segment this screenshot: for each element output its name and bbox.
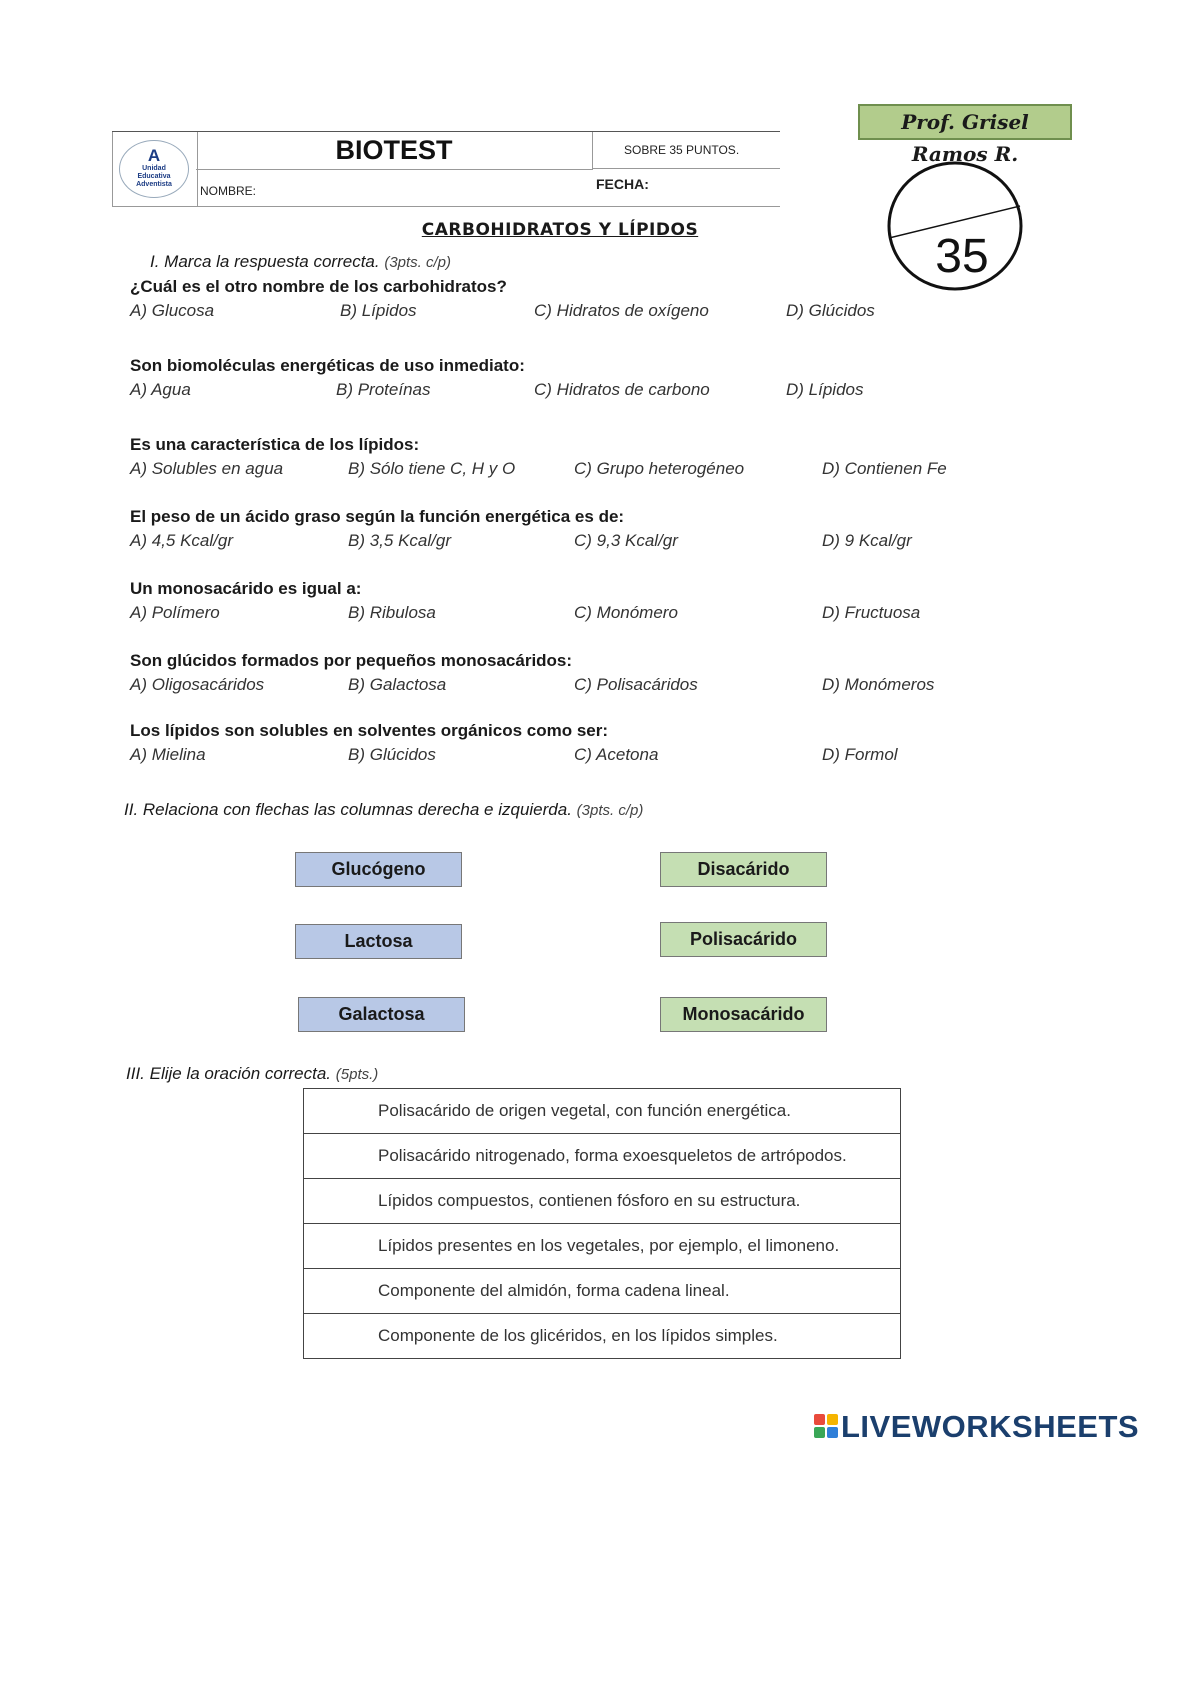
q7-option-c: C) Acetona <box>574 745 659 764</box>
table-blank-cell <box>304 1269 367 1314</box>
professor-tag: Prof. Grisel Ramos R. <box>858 104 1072 140</box>
q1-option-a: A) Glucosa <box>130 301 215 320</box>
q4-option-b: B) 3,5 Kcal/gr <box>348 531 451 550</box>
q5-option-b: B) Ribulosa <box>348 603 436 622</box>
q2-option-a: A) Agua <box>130 380 191 399</box>
match-left-lactosa: Lactosa <box>295 924 462 959</box>
logo-text-2: Educativa <box>137 173 171 180</box>
q5-option-d: D) Fructuosa <box>822 603 921 622</box>
part1-points: (3pts. c/p) <box>384 254 452 271</box>
sentence-table <box>303 1088 901 1359</box>
page-title: BIOTEST <box>196 132 593 170</box>
match-right-monosacarido: Monosacárido <box>660 997 827 1032</box>
match-left-galactosa: Galactosa <box>298 997 465 1032</box>
question-6: Son glúcidos formados por pequeños monosacáridos: <box>130 651 573 670</box>
q6-option-c: C) Polisacáridos <box>574 675 698 694</box>
q6-option-b: B) Galactosa <box>348 675 447 694</box>
name-label: NOMBRE: <box>200 184 257 198</box>
q4-option-a: A) 4,5 Kcal/gr <box>130 531 233 550</box>
part2-instruction-text: II. Relaciona con flechas las columnas derecha e izquierda. <box>124 800 572 819</box>
q7-option-a: A) Mielina <box>130 745 206 764</box>
q3-option-a: A) Solubles en agua <box>130 459 284 478</box>
q5-option-c: C) Monómero <box>574 603 678 622</box>
table-cell-text: Componente del almidón, forma cadena lineal. <box>366 1269 901 1314</box>
q2-option-d: D) Lípidos <box>786 380 864 399</box>
table-blank-cell <box>304 1314 367 1359</box>
table-cell-text: Polisacárido nitrogenado, forma exoesqueletos de artrópodos. <box>366 1134 901 1179</box>
liveworksheets-logo <box>813 1409 1139 1445</box>
q1-option-c: C) Hidratos de oxígeno <box>534 301 709 320</box>
q2-option-c: C) Hidratos de carbono <box>534 380 710 399</box>
table-row <box>304 1089 901 1134</box>
logo-cell <box>112 132 198 206</box>
table-row <box>304 1134 901 1179</box>
part2-instruction <box>124 800 643 820</box>
question-1: ¿Cuál es el otro nombre de los carbohidratos? <box>130 277 507 296</box>
q1-option-b: B) Lípidos <box>340 301 417 320</box>
table-cell-text: Lípidos presentes en los vegetales, por ejemplo, el limoneno. <box>366 1224 901 1269</box>
question-7: Los lípidos son solubles en solventes orgánicos como ser: <box>130 721 609 740</box>
table-row <box>304 1314 901 1359</box>
q4-option-c: C) 9,3 Kcal/gr <box>574 531 678 550</box>
table-row <box>304 1224 901 1269</box>
logo-mark-icon: A <box>147 146 161 165</box>
table-row <box>304 1269 901 1314</box>
q6-option-d: D) Monómeros <box>822 675 935 694</box>
table-row <box>304 1179 901 1224</box>
table-blank-cell <box>304 1224 367 1269</box>
score-label: SOBRE 35 PUNTOS. <box>592 132 780 169</box>
logo-text-1: Unidad <box>142 165 166 172</box>
liveworksheets-grid-icon <box>813 1413 839 1439</box>
score-value: 35 <box>935 230 989 283</box>
part3-instruction <box>126 1064 378 1084</box>
section-title: CARBOHIDRATOS Y LÍPIDOS <box>421 220 699 240</box>
q4-option-d: D) 9 Kcal/gr <box>822 531 912 550</box>
liveworksheets-brand-text: LIVEWORKSHEETS <box>841 1409 1140 1444</box>
table-blank-cell <box>304 1134 367 1179</box>
date-label: FECHA: <box>596 176 649 192</box>
q3-option-c: C) Grupo heterogéneo <box>574 459 745 478</box>
table-blank-cell <box>304 1179 367 1224</box>
header-table <box>112 131 780 207</box>
match-right-polisacarido: Polisacárido <box>660 922 827 957</box>
q6-option-a: A) Oligosacáridos <box>130 675 265 694</box>
question-4: El peso de un ácido graso según la función energética es de: <box>130 507 625 526</box>
table-cell-text: Polisacárido de origen vegetal, con función energética. <box>366 1089 901 1134</box>
table-blank-cell <box>304 1089 367 1134</box>
logo-text-3: Adventista <box>136 181 172 188</box>
q7-option-d: D) Formol <box>822 745 898 764</box>
q5-option-a: A) Polímero <box>130 603 220 622</box>
part1-instruction-text: I. Marca la respuesta correcta. <box>150 252 380 271</box>
part3-instruction-text: III. Elije la oración correcta. <box>126 1064 332 1083</box>
table-cell-text: Lípidos compuestos, contienen fósforo en su estructura. <box>366 1179 901 1224</box>
q1-option-d: D) Glúcidos <box>786 301 875 320</box>
part3-points: (5pts.) <box>335 1066 379 1083</box>
table-cell-text: Componente de los glicéridos, en los lípidos simples. <box>366 1314 901 1359</box>
q3-option-b: B) Sólo tiene C, H y O <box>348 459 516 478</box>
question-2: Son biomoléculas energéticas de uso inmediato: <box>130 356 525 375</box>
part2-points: (3pts. c/p) <box>576 802 644 819</box>
q7-option-b: B) Glúcidos <box>348 745 436 764</box>
score-circle <box>886 160 1024 292</box>
question-3: Es una característica de los lípidos: <box>130 435 420 454</box>
match-left-glucogeno: Glucógeno <box>295 852 462 887</box>
school-logo <box>119 140 189 198</box>
q2-option-b: B) Proteínas <box>336 380 431 399</box>
q3-option-d: D) Contienen Fe <box>822 459 947 478</box>
question-5: Un monosacárido es igual a: <box>130 579 362 598</box>
part1-instruction <box>150 252 451 272</box>
match-right-disacarido: Disacárido <box>660 852 827 887</box>
